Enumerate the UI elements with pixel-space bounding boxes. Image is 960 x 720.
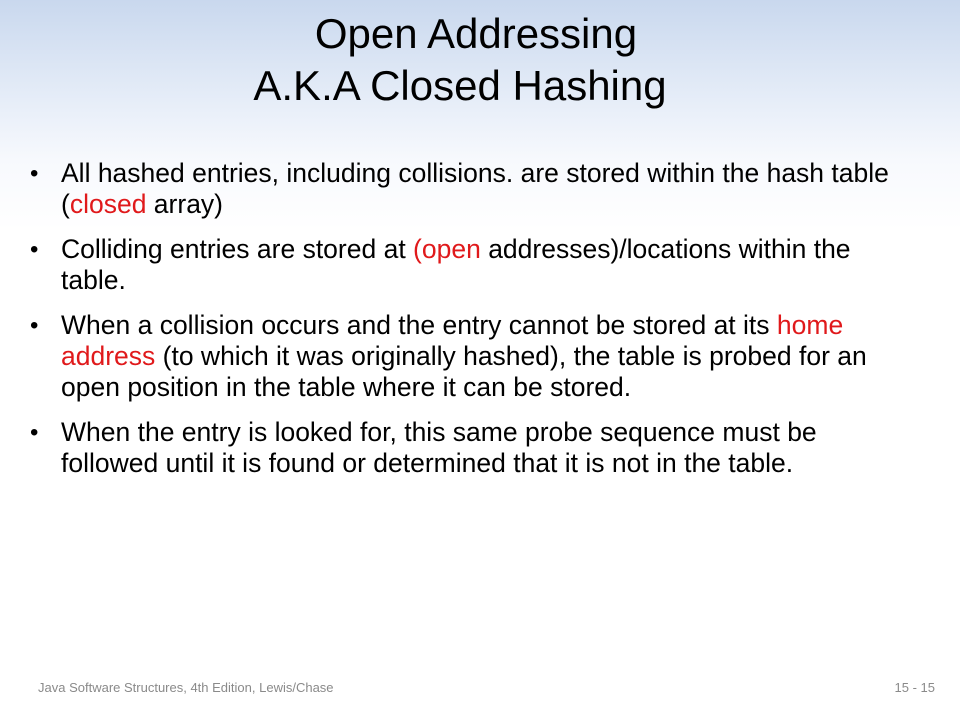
bullet-dot-icon: •: [30, 236, 39, 263]
bullet-text: When the entry is looked for, this same probe sequence must be followed until it is found or determined that it is not in the table.: [61, 417, 817, 478]
bullet-highlight: closed: [69, 189, 147, 219]
bullet-text: Colliding entries are stored at: [61, 234, 414, 264]
bullet-highlight: home address: [61, 310, 844, 371]
slide-title: [0, 8, 960, 112]
bullet-text: All hashed entries, including collisions. are stored within the hash table (: [61, 158, 889, 219]
bullet-list: [30, 158, 910, 493]
bullet-item: [30, 310, 910, 403]
title-line-2: A.K.A Closed Hashing: [253, 62, 667, 109]
footer-source: Java Software Structures, 4th Edition, Lewis/Chase: [38, 680, 334, 695]
footer-page-number: 15 - 15: [894, 680, 935, 695]
bullet-text: (to which it was originally hashed), the table is probed for an open position in the table where it can be stored.: [61, 341, 867, 402]
bullet-highlight: (open: [413, 234, 481, 264]
bullet-dot-icon: •: [30, 419, 39, 446]
bullet-text: array): [146, 189, 224, 219]
bullet-item: [30, 158, 910, 220]
bullet-item: [30, 234, 910, 296]
bullet-text: addresses)/locations within the table.: [61, 234, 851, 295]
bullet-text: When a collision occurs and the entry cannot be stored at its: [61, 310, 777, 340]
bullet-item: [30, 417, 910, 479]
bullet-dot-icon: •: [30, 312, 39, 339]
bullet-dot-icon: •: [30, 160, 39, 187]
title-line-1: Open Addressing: [314, 10, 638, 57]
